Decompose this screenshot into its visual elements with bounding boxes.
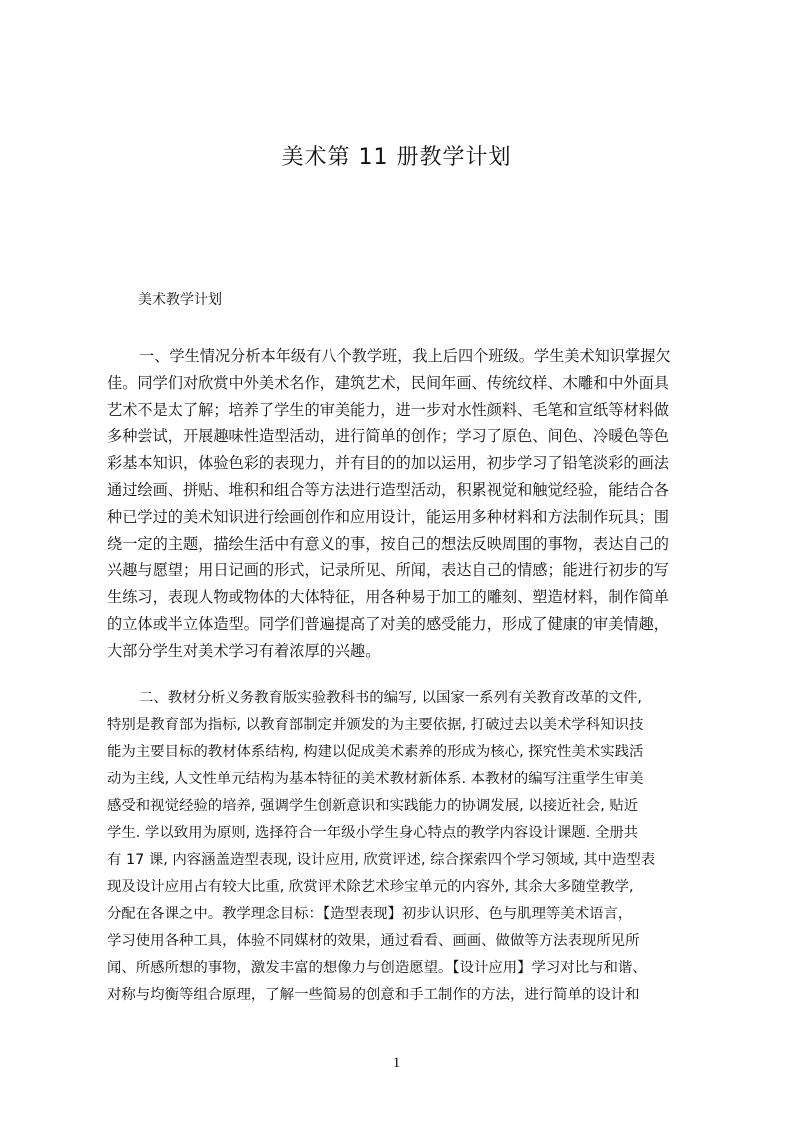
text-line: 闻、所感所想的事物，激发丰富的想像力与创造愿望。【设计应用】学习对比与和谐、 <box>107 960 647 976</box>
text-line: 动为主线, 人文性单元结构为基本特征的美术教材新体系. 本教材的编写注重学生审美 <box>107 771 644 787</box>
text-line: 学习使用各种工具，体验不同媒材的效果，通过看看、画画、做做等方法表现所见所 <box>107 933 640 949</box>
text-line: 现及设计应用占有较大比重, 欣赏评术除艺术珍宝单元的内容外, 其余大多随堂教学, <box>107 879 634 895</box>
text-line: 绕一定的主题，描绘生活中有意义的事，按自己的想法反映周围的事物，表达自己的 <box>107 534 669 553</box>
text-line: 的立体或半立体造型。同学们普遍提高了对美的感受能力，形成了健康的审美情趣， <box>107 614 669 633</box>
section-heading: 美术教学计划 <box>138 292 222 308</box>
text-line: 有 17 课, 内容涵盖造型表现, 设计应用, 欣赏评述, 综合探索四个学习领域, 其中造型表 <box>107 852 656 868</box>
text-line: 彩基本知识，体验色彩的表现力，并有目的的加以运用，初步学习了铅笔淡彩的画法 <box>107 454 669 473</box>
text-line: 大部分学生对美术学习有着浓厚的兴趣。 <box>107 641 381 660</box>
text-line: 多种尝试，开展趣味性造型活动，进行简单的创作；学习了原色、间色、冷暖色等色 <box>107 427 669 446</box>
text-line: 对称与均衡等组合原理，了解一些简易的创意和手工制作的方法，进行简单的设计和 <box>107 987 640 1003</box>
text-line: 佳。同学们对欣赏中外美术名作，建筑艺术，民间年画、传统纹样、木雕和中外面具 <box>107 373 669 392</box>
text-line: 通过绘画、拼贴、堆积和组合等方法进行造型活动，积累视觉和触觉经验，能结合各 <box>107 480 669 499</box>
text-line: 生练习，表现人物或物体的大体特征，用各种易于加工的雕刻、塑造材料，制作简单 <box>107 588 669 607</box>
text-line: 种已学过的美术知识进行绘画创作和应用设计，能运用多种材料和方法制作玩具；围 <box>107 507 669 526</box>
text-line: 感受和视觉经验的培养, 强调学生创新意识和实践能力的协调发展, 以接近社会, 贴近 <box>107 798 639 814</box>
document-title: 美术第 11 册教学计划 <box>281 145 512 170</box>
text-line: 兴趣与愿望；用日记画的形式，记录所见、所闻，表达自己的情感；能进行初步的写 <box>107 561 669 580</box>
page-number: 1 <box>392 1055 401 1071</box>
text-line: 学生. 学以致用为原则, 选择符合一年级小学生身心特点的教学内容设计课题. 全册共 <box>107 825 639 841</box>
text-line: 分配在各课之中。教学理念目标：【造型表现】初步认识形、色与肌理等美术语言， <box>107 906 633 922</box>
paragraph-textbook-analysis <box>107 685 699 1009</box>
text-line: 艺术不是太了解；培养了学生的审美能力，进一步对水性颜料、毛笔和宣纸等材料做 <box>107 400 669 419</box>
text-line: 二、教材分析义务教育版实验教科书的编写, 以国家一系列有关教育改革的文件, <box>139 690 643 706</box>
text-line: 特别是教育部为指标, 以教育部制定并颁发的为主要依据, 打破过去以美术学科知识技 <box>107 717 644 733</box>
text-line: 能为主要目标的教材体系结构, 构建以促成美术素养的形成为核心, 探究性美术实践活 <box>107 744 644 760</box>
paragraph-student-analysis <box>107 343 699 665</box>
text-line: 一、学生情况分析本年级有八个教学班，我上后四个班级。学生美术知识掌握欠 <box>139 347 671 365</box>
